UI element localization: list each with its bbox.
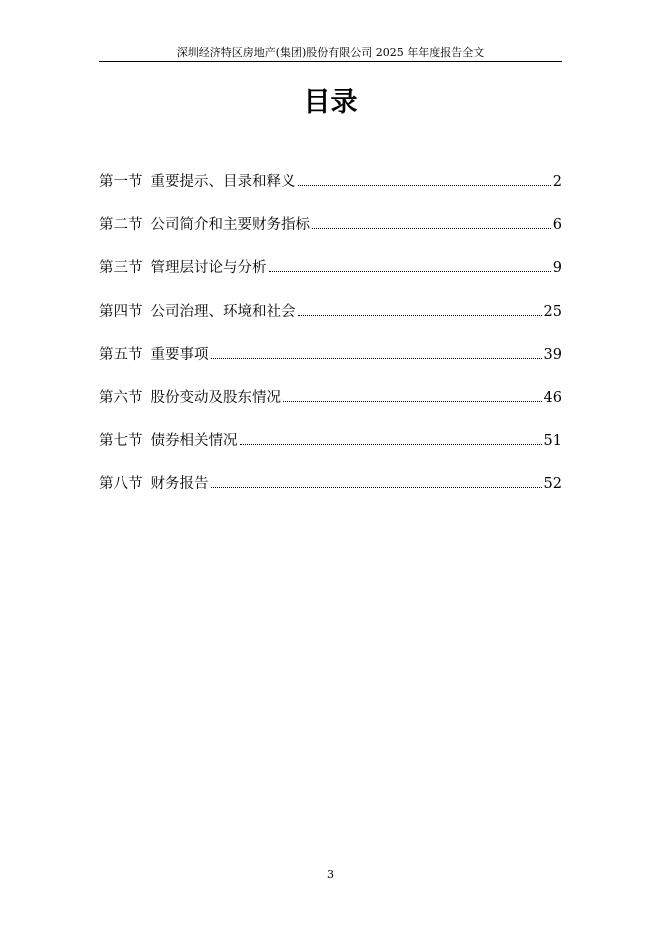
toc-section-number: 第二节 <box>99 217 143 234</box>
toc-entry-2[interactable] <box>99 213 562 256</box>
toc-page-number: 6 <box>552 217 562 234</box>
toc-dot-leader <box>240 444 542 445</box>
footer-page-number: 3 <box>327 868 334 881</box>
toc-section-number: 第八节 <box>99 476 143 493</box>
toc-entry-6[interactable] <box>99 386 562 429</box>
toc-section-title: 股份变动及股东情况 <box>150 389 281 406</box>
toc-section-number: 第一节 <box>99 174 143 190</box>
toc-dot-leader <box>298 185 551 186</box>
toc-dot-leader <box>211 358 542 359</box>
toc-page-number: 9 <box>552 260 562 277</box>
toc-entry-4[interactable] <box>99 300 562 343</box>
toc-entry-7[interactable] <box>99 429 562 472</box>
toc-section-number: 第四节 <box>99 303 143 320</box>
toc-entry-5[interactable] <box>99 343 562 386</box>
toc-section-title: 公司治理、环境和社会 <box>150 303 296 320</box>
toc-page-number: 39 <box>543 346 562 363</box>
toc-dot-leader <box>211 487 542 488</box>
header-divider <box>99 61 562 62</box>
toc-page-number: 52 <box>543 476 562 493</box>
toc-entry-1[interactable] <box>99 170 562 213</box>
toc-page-number: 51 <box>543 433 562 450</box>
toc-section-number: 第三节 <box>99 260 143 277</box>
toc-entry-3[interactable] <box>99 256 562 299</box>
toc-dot-leader <box>298 315 542 316</box>
page-header: 深圳经济特区房地产(集团)股份有限公司 2025 年年度报告全文 <box>176 46 485 59</box>
toc-section-number: 第七节 <box>99 433 143 450</box>
toc-dot-leader <box>312 228 551 229</box>
toc-section-title: 债券相关情况 <box>150 433 238 450</box>
toc-page-number: 46 <box>543 389 562 406</box>
toc-section-title: 公司简介和主要财务指标 <box>150 217 310 234</box>
page-title: 目录 <box>303 87 358 118</box>
toc-dot-leader <box>269 271 551 272</box>
toc-section-title: 重要事项 <box>150 346 209 363</box>
toc-section-number: 第六节 <box>99 389 143 406</box>
toc-section-title: 管理层讨论与分析 <box>150 260 267 277</box>
toc-section-number: 第五节 <box>99 346 143 363</box>
toc-section-title: 重要提示、目录和释义 <box>150 174 296 190</box>
toc-page-number: 25 <box>543 303 562 320</box>
toc-page-number: 2 <box>552 174 562 190</box>
toc-section-title: 财务报告 <box>150 476 209 493</box>
toc-dot-leader <box>283 401 542 402</box>
toc-entry-8[interactable] <box>99 472 562 515</box>
table-of-contents <box>99 170 562 516</box>
